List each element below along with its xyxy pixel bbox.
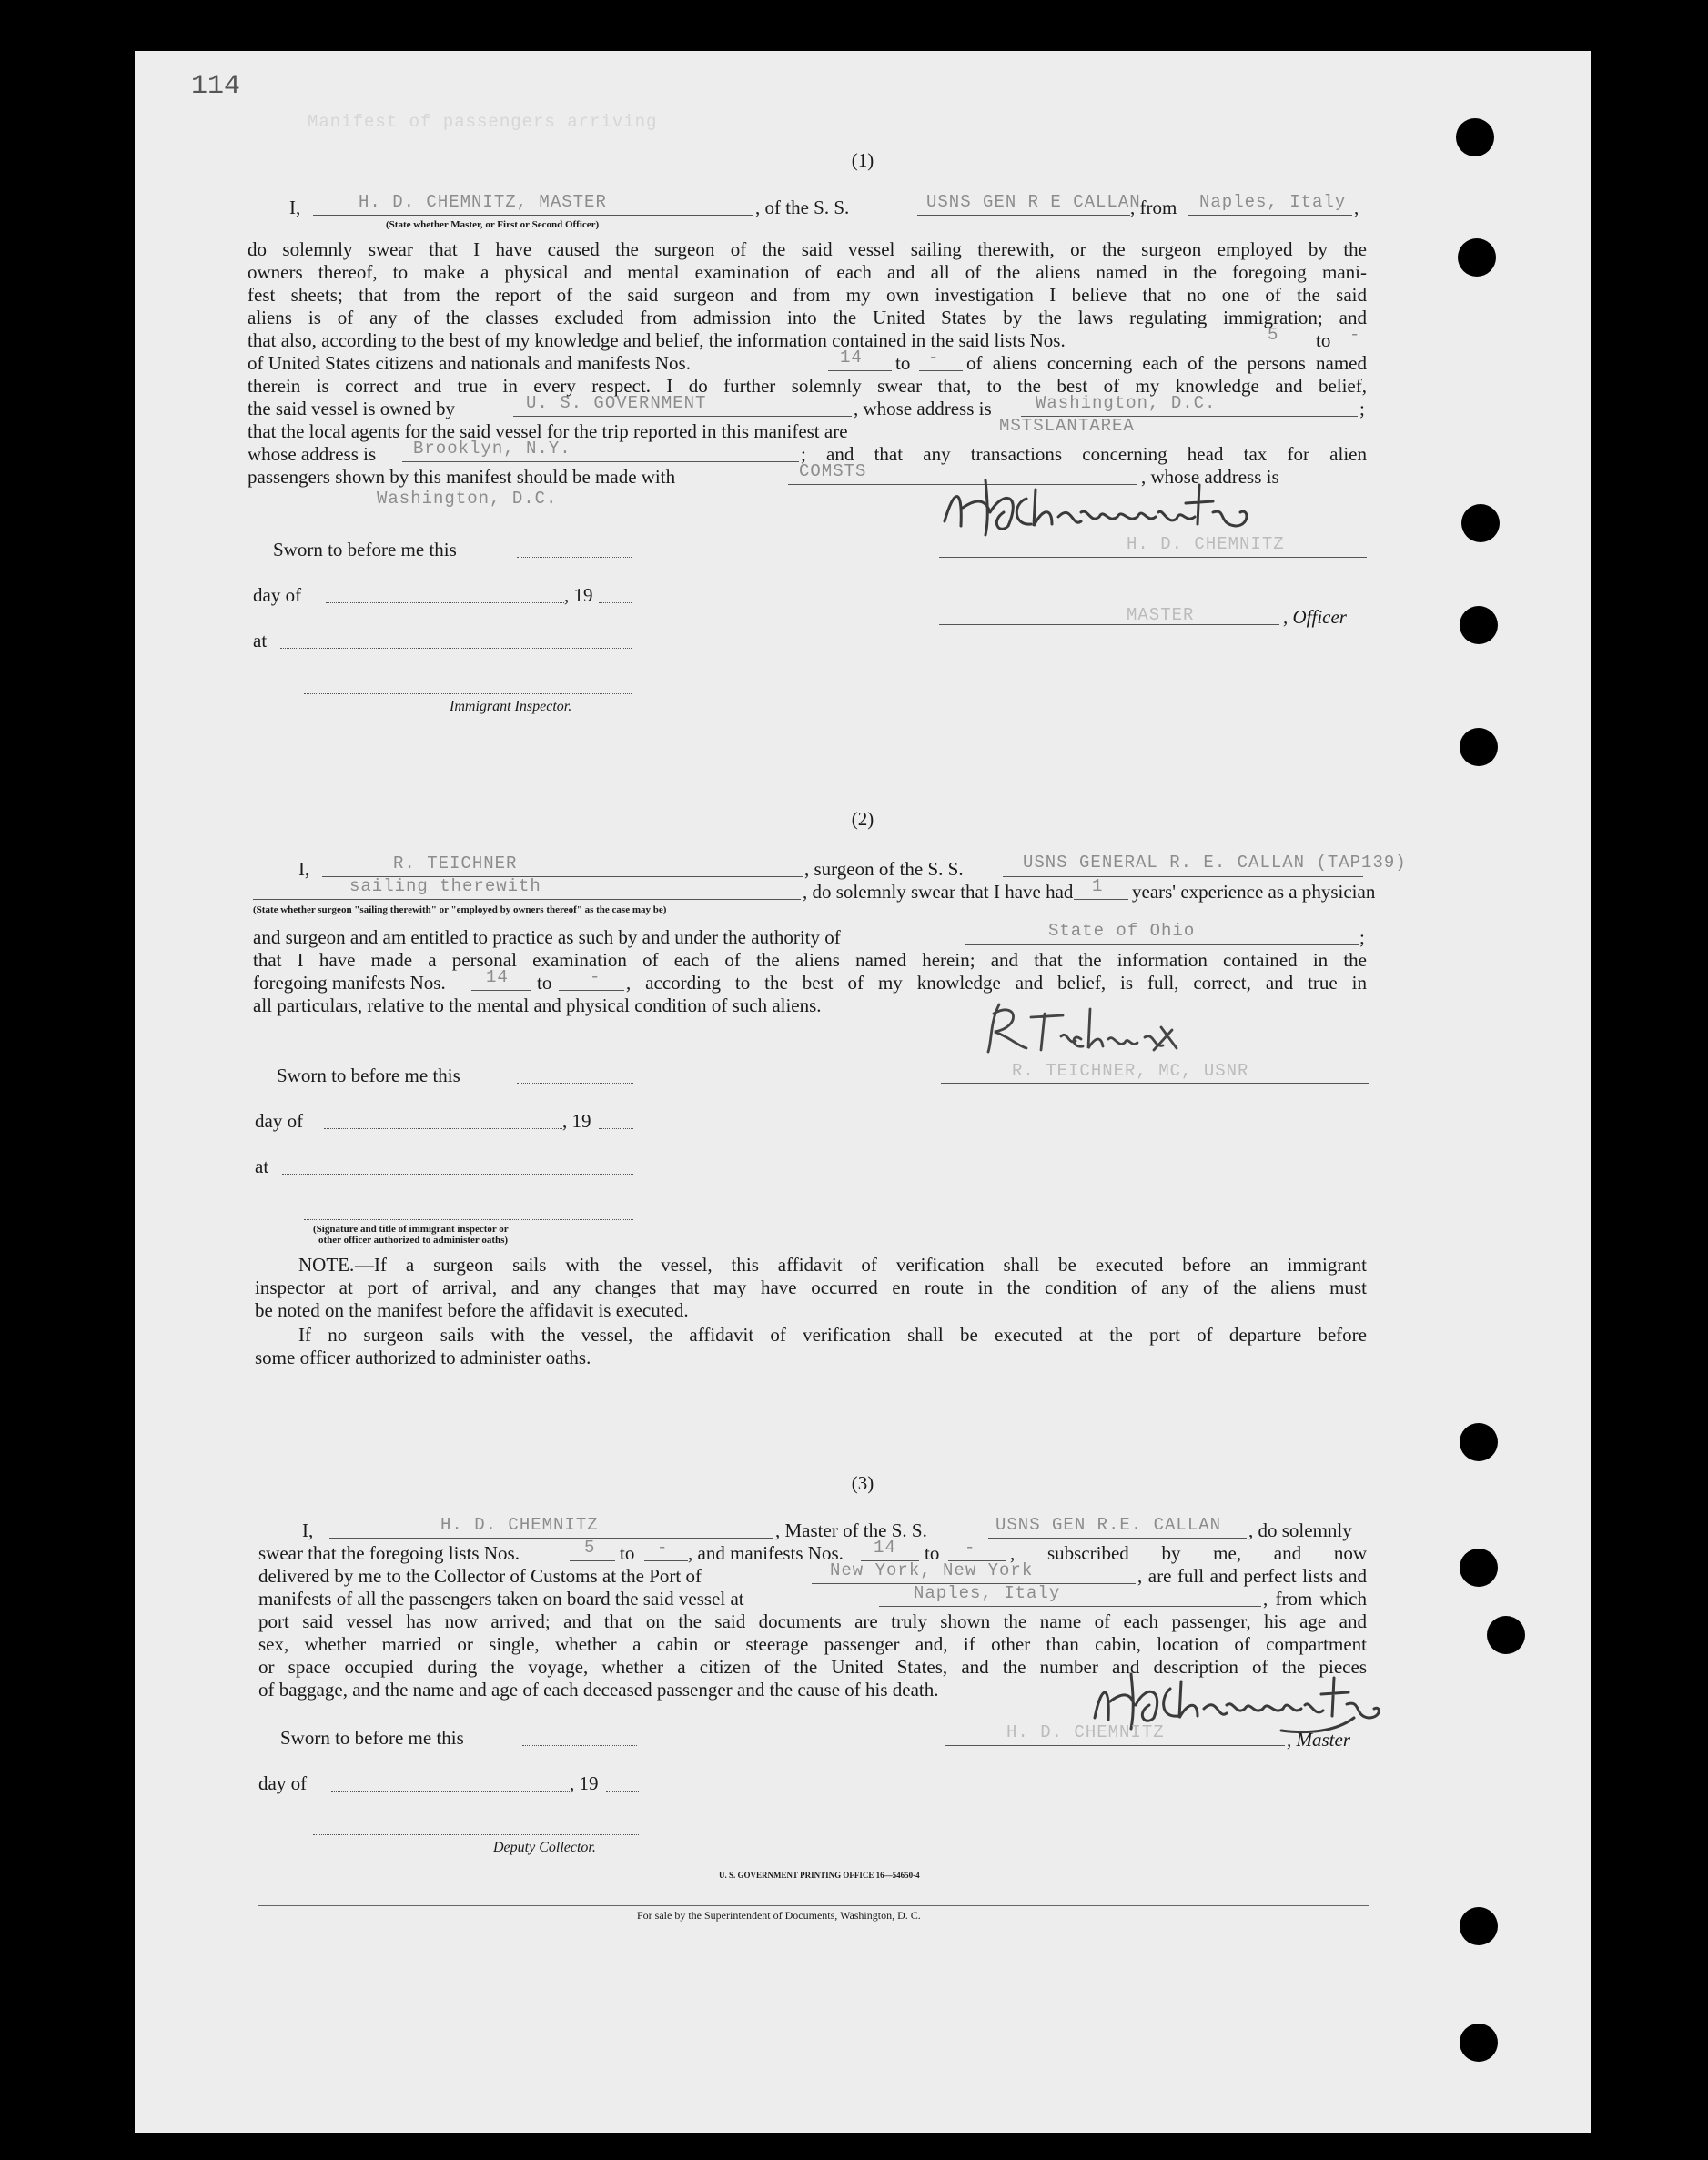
- s1-man-from: 14: [840, 348, 863, 368]
- s2-at: at: [255, 1156, 269, 1177]
- s3-boarded: Naples, Italy: [914, 1583, 1061, 1603]
- s3-collector-caption: Deputy Collector.: [493, 1840, 596, 1855]
- punch-hole: [1487, 1616, 1525, 1654]
- s2-note-4: If no surgeon sails with the vessel, the affidavit of verification shall be executed at the port of departure before: [298, 1324, 1367, 1346]
- faded-header: Manifest of passengers arriving: [308, 112, 658, 132]
- s3-lists-to: -: [657, 1538, 669, 1558]
- s2-line-5: all particulars, relative to the mental and physical condition of such aliens.: [253, 994, 822, 1016]
- s3-line-7: or space occupied during the voyage, whether a citizen of the United States, and the number and description of the pieces: [258, 1656, 1367, 1678]
- s1-line-2: owners thereof, to make a physical and mental examination of each and all of the aliens named in the foregoing mani-: [248, 261, 1367, 283]
- punch-hole: [1460, 1549, 1498, 1587]
- punch-hole: [1460, 1423, 1498, 1461]
- s2-surgeon-signature: [981, 995, 1254, 1059]
- section-2-number: (2): [851, 808, 874, 830]
- s3-line-2a: swear that the foregoing lists Nos.: [258, 1542, 520, 1564]
- s2-sig-caption-2: other officer authorized to administer oaths): [318, 1235, 509, 1246]
- s1-inspector-caption: Immigrant Inspector.: [450, 699, 572, 714]
- s2-of-ss: , surgeon of the S. S.: [804, 858, 964, 880]
- punch-hole: [1460, 606, 1498, 644]
- s2-years-text: years' experience as a physician: [1132, 881, 1376, 903]
- s1-line-6a: of United States citizens and nationals and manifests Nos.: [248, 352, 691, 374]
- s1-vessel: USNS GEN R E CALLAN: [926, 192, 1141, 212]
- s1-agents: MSTSLANTAREA: [999, 416, 1135, 436]
- s3-line-4a: manifests of all the passengers taken on board the said vessel at: [258, 1588, 744, 1610]
- s1-line-4: aliens is of any of the classes excluded from admission into the United States by the laws regulating immigration; and: [248, 307, 1367, 328]
- s2-line-3: that I have made a personal examination of each of the aliens named herein; and that the information contained in the: [253, 949, 1367, 971]
- s2-caption: (State whether surgeon "sailing therewith" or "employed by owners thereof" as the case may be): [253, 904, 667, 915]
- s1-dayof: day of: [253, 584, 302, 606]
- s1-at: at: [253, 630, 268, 651]
- s1-line-3: fest sheets; that from the report of the said surgeon and from my own investigation I believe that no one of the said: [248, 284, 1367, 306]
- s3-line-2b: , and manifests Nos.: [688, 1542, 844, 1564]
- for-sale-note: For sale by the Superintendent of Documents, Washington, D. C.: [637, 1909, 921, 1922]
- s3-master-name: H. D. CHEMNITZ: [440, 1515, 599, 1535]
- s3-man-from: 14: [874, 1538, 896, 1558]
- s2-line-4a: foregoing manifests Nos.: [253, 972, 446, 994]
- s1-line-11a: passengers shown by this manifest should be made with: [248, 466, 676, 488]
- s2-note-1: —If a surgeon sails with the vessel, this affidavit of verification shall be executed before an immigrant: [355, 1254, 1367, 1276]
- manifest-page: 114 Manifest of passengers arriving (1) I, H. D. CHEMNITZ, MASTER (State whether Master, or First or Second Officer) , of the S. S. USNS GEN R E CALLAN , from Naples, Italy , do solemnly swear that I have caused the surgeon of the said vessel sailing therewith, or the surgeon employed by the owners thereof, to make a physical and mental examination of each and all of the aliens named in the foregoing mani- fest sheets; that from the report of the said surgeon and from my own investigation I believe that no one of the said aliens is of any of the classes excluded from admission into the United States by the laws regulating immigration; and that also, according to the best of my knowledge and belief, the information contained in the said lists Nos. 5 to - of United States citizens and nationals and manifests Nos. 14 to - of aliens concerning each of the persons named therein is correct and true in every respect. I do further solemnly swear that, to the best of my knowledge and belief, the said vessel is owned by U. S. GOVERNMENT , whose address is Washington, D.C. ; that the local agents for the said vessel for the trip reported in this manifest are MSTSLANTAREA whose address is Brooklyn, N.Y. ; and that any transactions concerning head tax for alien passengers shown by this manifest should be made with COMSTS , whose address is Washington, D.C. Sworn to before me this day of , 19 at Immigrant Inspector. H. D. CHEMNITZ MASTER , Officer (2) I, R. TEICHNER , surgeon of the S. S. USNS GENERAL R. E. CALLAN (TAP139) sailing therewith , do solemnly swear that I have had 1 years' experience as a physician (State whether surgeon "sailing therewith" or "employed by owners thereof" as the case may be) and surgeon and am entitled to practice as such by and under the authority of State of Ohio ; that I have made a personal examination of each of the aliens named herein; and that the information contained in the foregoing manifests Nos. 14 to - , according to the best of my knowledge and belief, is full, correct, and true in all particulars, relative to the mental and physical condition of such aliens. R. TEICHNER, MC, USNR Sworn to before me this day of , 19 at (Signature and title of immigrant inspector or other officer authorized to administer oaths) NOTE. —If a surgeon sails with the vessel, this affidavit of verification shall be executed before an immigrant inspector at port of arrival, and any changes that may have occurred en route in the condition of any of the aliens must be noted on the manifest before the affidavit is executed. If no surgeon sails with the vessel, the affidavit of verification shall be executed at the port of departure before some officer authorized to administer oaths. (3) I, H. D. CHEMNITZ , Master of the S. S. USNS GEN R.E. CALLAN , do solemnly swear that the foregoing lists Nos. 5 to - , and manifests Nos. 14 to - , subscribed by me, and now delivered by me to the Collector of Customs at the Port of New York, New York , are full and perfect lists and manifests of all the passengers taken on board the said vessel at Naples, Italy , from which port said vessel has now arrived; and that on the said documents are truly shown the name of each passenger, his age and sex, whether married or single, whether a cabin or steerage passenger and, if other than cabin, location of compartment or space occupied during the voyage, whether a citizen of the United States, and the number and description of the pieces of baggage, and the name and age of each deceased passenger and the cause of his death. Sworn to before me this day of , 19 Deputy Collector. H. D. CHEMNITZ , Master U. S. GOVERNMENT PRINTING OFFICE 16—54650-4 For sale by the Superintendent of Documents, Washington, D. C.: [135, 51, 1591, 2133]
- s1-signer-typed: H. D. CHEMNITZ: [1127, 534, 1285, 554]
- s3-line-5: port said vessel has now arrived; and that on the said documents are truly shown the name of each passenger, his age and: [258, 1610, 1367, 1632]
- s3-signer-typed: H. D. CHEMNITZ: [1006, 1722, 1165, 1742]
- punch-hole: [1456, 118, 1494, 156]
- s3-solemnly: , do solemnly: [1248, 1519, 1352, 1541]
- s3-line-3b: , are full and perfect lists and: [1137, 1565, 1367, 1587]
- s1-agents-addr: Brooklyn, N.Y.: [413, 439, 571, 459]
- s1-line-7: therein is correct and true in every respect. I do further solemnly swear that, to the best of my knowledge and belief,: [248, 375, 1367, 397]
- s1-line-10a: whose address is: [248, 443, 377, 465]
- s3-lists-from: 5: [584, 1538, 596, 1558]
- punch-hole: [1460, 728, 1498, 766]
- s1-line-8a: the said vessel is owned by: [248, 398, 456, 419]
- s2-line-4b: , according to the best of my knowledge and belief, is full, correct, and true in: [626, 972, 1367, 994]
- s2-line-2a: and surgeon and am entitled to practice as such by and under the authority of: [253, 926, 841, 948]
- punch-hole: [1460, 1907, 1498, 1945]
- s3-man-to: -: [965, 1538, 976, 1558]
- s2-note-3: be noted on the manifest before the affidavit is executed.: [255, 1299, 689, 1321]
- s2-surgeon-status: sailing therewith: [349, 876, 541, 896]
- s1-officer: , Officer: [1283, 606, 1347, 628]
- s2-authority: State of Ohio: [1048, 921, 1196, 941]
- punch-hole: [1460, 2024, 1498, 2062]
- s2-vessel: USNS GENERAL R. E. CALLAN (TAP139): [1023, 853, 1407, 873]
- s1-line-10b: ; and that any transactions concerning head tax for alien: [801, 443, 1367, 465]
- s3-port: New York, New York: [830, 1560, 1034, 1580]
- s3-vessel: USNS GEN R.E. CALLAN: [995, 1515, 1222, 1535]
- printer-imprint: U. S. GOVERNMENT PRINTING OFFICE 16—54650-4: [719, 1871, 920, 1880]
- s3-line-3a: delivered by me to the Collector of Customs at the Port of: [258, 1565, 702, 1587]
- s1-master-name: H. D. CHEMNITZ, MASTER: [359, 192, 607, 212]
- s3-master-of: , Master of the S. S.: [775, 1519, 927, 1541]
- s3-line-2c: , subscribed by me, and now: [1010, 1542, 1367, 1564]
- s1-headtax: COMSTS: [799, 461, 867, 481]
- s2-years: 1: [1092, 876, 1104, 896]
- s1-headtax-addr: Washington, D.C.: [377, 489, 558, 509]
- s2-note-label: NOTE.: [298, 1254, 355, 1276]
- s1-lists-from: 5: [1268, 325, 1279, 345]
- s2-man-to: -: [590, 967, 601, 987]
- s1-of-ss: , of the S. S.: [755, 197, 850, 218]
- s2-swear: , do solemnly swear that I have had: [803, 881, 1074, 903]
- s2-man-from: 14: [486, 967, 509, 987]
- s1-from-place: Naples, Italy: [1199, 192, 1347, 212]
- s2-sig-caption-1: (Signature and title of immigrant inspector or: [313, 1224, 509, 1235]
- section-3-number: (3): [851, 1472, 874, 1494]
- s3-sworn: Sworn to before me this: [280, 1727, 464, 1749]
- s1-I: I,: [289, 197, 301, 218]
- s2-dayof: day of: [255, 1110, 304, 1132]
- s2-note-5: some officer authorized to administer oaths.: [255, 1347, 591, 1368]
- s3-line-8: of baggage, and the name and age of each deceased passenger and the cause of his death.: [258, 1679, 939, 1701]
- s3-I: I,: [302, 1519, 314, 1541]
- s1-line-6b: of aliens concerning each of the persons named: [966, 352, 1367, 374]
- punch-hole: [1461, 504, 1500, 542]
- s1-master-caption: (State whether Master, or First or Second Officer): [386, 219, 600, 230]
- s1-from: , from: [1130, 197, 1177, 218]
- s2-note-2: inspector at port of arrival, and any changes that may have occurred en route in the condition of any of the aliens must: [255, 1277, 1367, 1298]
- s1-line-9: that the local agents for the said vessel for the trip reported in this manifest are: [248, 420, 848, 442]
- s2-I: I,: [298, 858, 310, 880]
- s3-dayof: day of: [258, 1772, 308, 1794]
- s1-title-typed: MASTER: [1127, 605, 1195, 625]
- s2-surgeon-name: R. TEICHNER: [393, 853, 518, 873]
- s1-owner-addr: Washington, D.C.: [1036, 393, 1217, 413]
- s1-sworn: Sworn to before me this: [273, 539, 457, 560]
- s1-lists-to: -: [1349, 325, 1361, 345]
- s1-line-11b: , whose address is: [1141, 466, 1279, 488]
- s2-sworn: Sworn to before me this: [277, 1065, 460, 1086]
- section-1-number: (1): [851, 149, 874, 171]
- s1-owner: U. S. GOVERNMENT: [526, 393, 707, 413]
- s1-line-8b: , whose address is: [854, 398, 992, 419]
- punch-hole: [1458, 238, 1496, 277]
- s1-man-to: -: [928, 348, 940, 368]
- s2-signer-typed: R. TEICHNER, MC, USNR: [1012, 1061, 1249, 1081]
- s1-line-1: do solemnly swear that I have caused the surgeon of the said vessel sailing therewith, or the surgeon employed by the: [248, 238, 1367, 260]
- s3-master: , Master: [1287, 1729, 1350, 1751]
- page-number: 114: [191, 71, 241, 102]
- s3-line-6: sex, whether married or single, whether a cabin or steerage passenger and, if other than cabin, location of compartment: [258, 1633, 1367, 1655]
- s3-line-4b: , from which: [1263, 1588, 1367, 1610]
- s1-line-5: that also, according to the best of my knowledge and belief, the information contained in the said lists Nos.: [248, 329, 1066, 351]
